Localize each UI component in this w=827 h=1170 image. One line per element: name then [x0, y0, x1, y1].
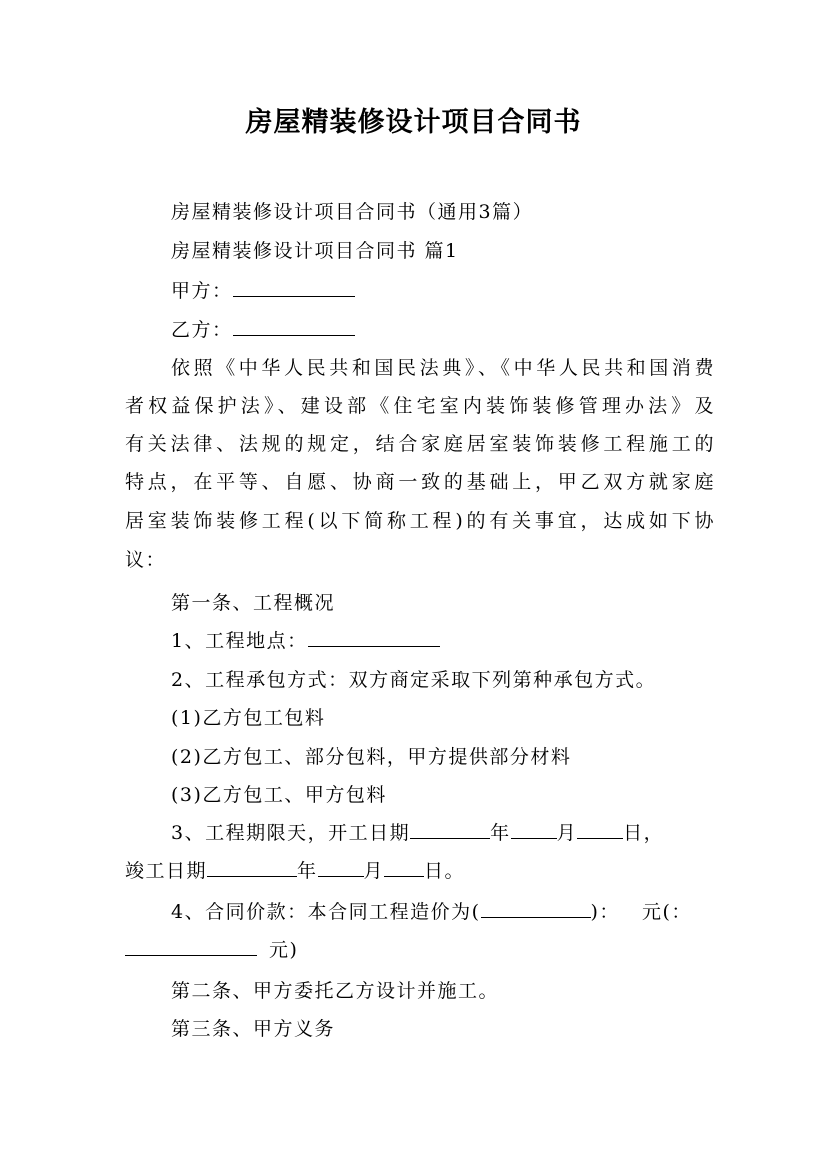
- item4-continued: [125, 937, 715, 963]
- article1-heading: 第一条、工程概况: [171, 592, 336, 614]
- preamble-line: 居室装饰装修工程(以下简称工程)的有关事宜，达成如下协: [125, 510, 715, 532]
- price-blank: [481, 899, 591, 918]
- start-year-blank: [410, 820, 490, 839]
- party-a-label: 甲方：: [171, 280, 233, 302]
- document-subtitle: 房屋精装修设计项目合同书（通用3篇）: [171, 201, 534, 223]
- item2-line: 2、工程承包方式：双方商定采取下列第种承包方式。: [171, 669, 657, 691]
- option-2: (2)乙方包工、部分包料，甲方提供部分材料: [171, 746, 572, 768]
- article2: 第二条、甲方委托乙方设计并施工。: [171, 980, 500, 1002]
- year-label: 年: [490, 822, 511, 844]
- preamble-line: 者权益保护法》、建设部《住宅室内装饰装修管理办法》及: [125, 395, 715, 417]
- start-month-blank: [511, 820, 557, 839]
- item4-prefix: 4、合同价款：本合同工程造价为(: [171, 901, 481, 923]
- yuan-close: 元): [269, 939, 299, 961]
- party-a-blank: [233, 278, 355, 297]
- year-label: 年: [297, 860, 318, 882]
- item1-line: [171, 628, 761, 654]
- end-month-blank: [318, 858, 364, 877]
- preamble-line: 议：: [125, 549, 167, 571]
- section-heading: 房屋精装修设计项目合同书 篇1: [171, 240, 459, 262]
- start-day-blank: [577, 820, 623, 839]
- preamble-line: 依照《中华人民共和国民法典》、《中华人民共和国消费: [171, 357, 715, 379]
- day-label: 日，: [623, 822, 665, 844]
- month-label: 月: [556, 822, 578, 844]
- preamble-line: 特点，在平等、自愿、协商一致的基础上，甲乙双方就家庭: [125, 471, 715, 493]
- month-label: 月: [363, 860, 385, 882]
- completion-label: 竣工日期: [125, 860, 208, 882]
- party-b-blank: [233, 317, 355, 336]
- item4-after-blank: )：: [590, 901, 620, 923]
- item3-prefix: 3、工程期限天，开工日期: [171, 822, 411, 844]
- item1-label: 1、工程地点：: [171, 630, 308, 652]
- party-b-line: [171, 317, 761, 343]
- end-day-blank: [384, 858, 424, 877]
- item4-line: [171, 899, 761, 925]
- item1-blank: [308, 628, 440, 647]
- article3: 第三条、甲方义务: [171, 1018, 336, 1040]
- option-1: (1)乙方包工包料: [171, 707, 326, 729]
- end-year-blank: [207, 858, 297, 877]
- yuan-open: 元(：: [641, 901, 692, 923]
- party-a-line: [171, 278, 761, 304]
- document-title: 房屋精装修设计项目合同书: [245, 107, 582, 138]
- day-label: 日。: [424, 860, 466, 882]
- party-b-label: 乙方：: [171, 319, 233, 341]
- option-3: (3)乙方包工、甲方包料: [171, 784, 387, 806]
- completion-line: [125, 858, 715, 884]
- preamble-line: 有关法律、法规的规定，结合家庭居室装饰装修工程施工的: [125, 433, 715, 455]
- item3-line: [171, 820, 761, 846]
- price-uppercase-blank: [125, 937, 257, 956]
